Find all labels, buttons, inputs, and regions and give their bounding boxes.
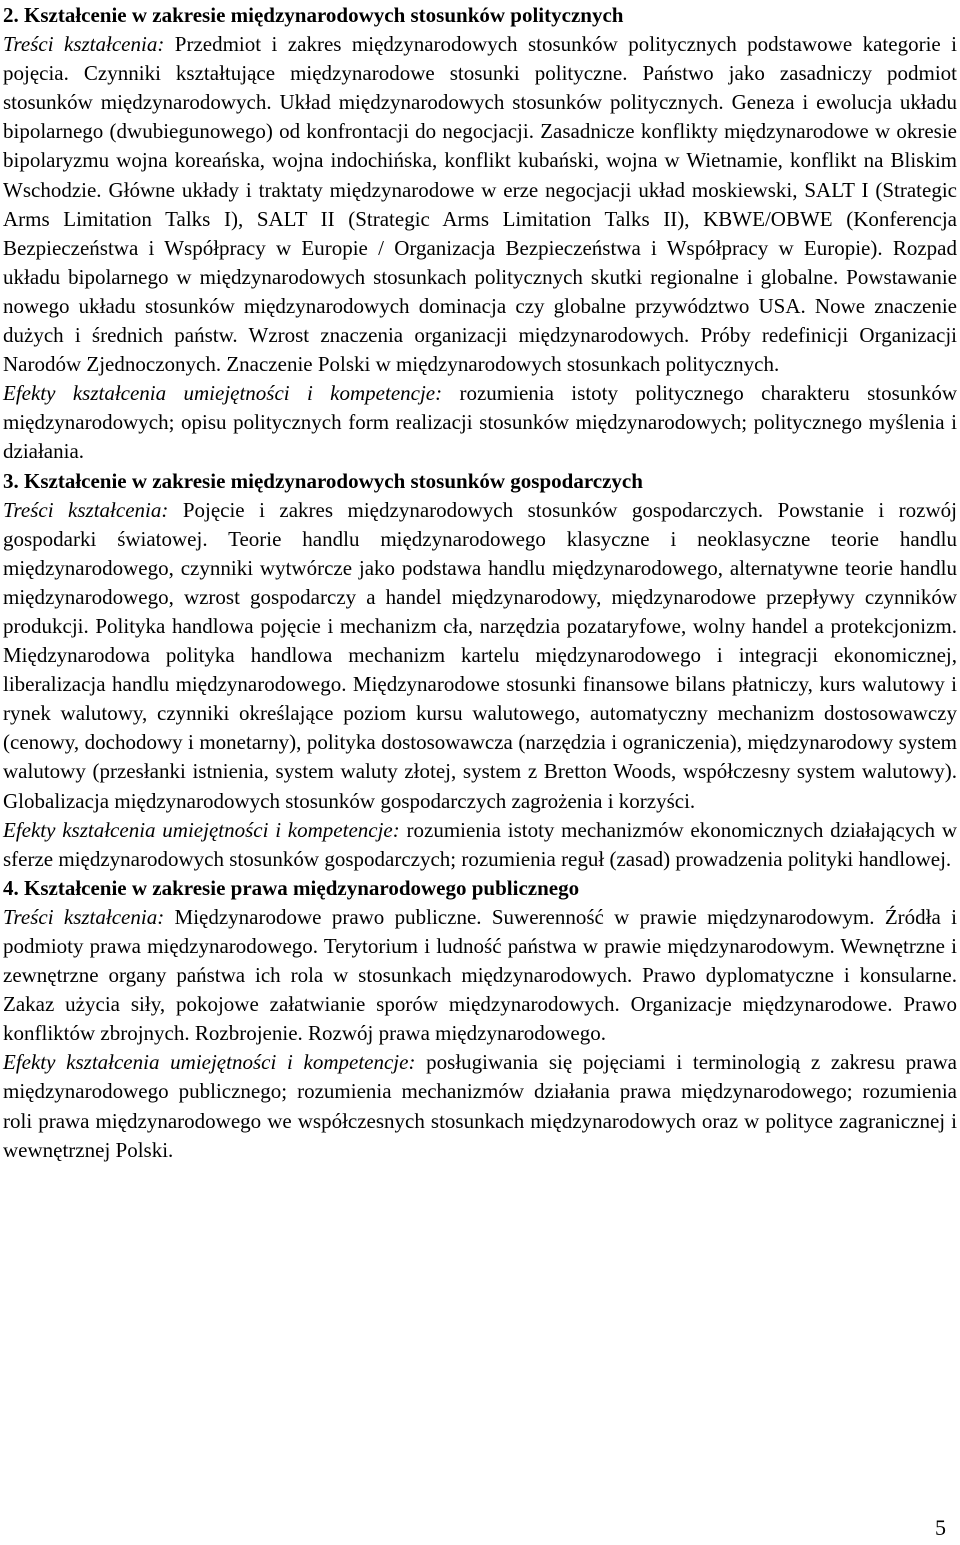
section-effects-paragraph — [3, 816, 957, 874]
effects-label: Efekty kształcenia umiejętności i kompetencje: — [3, 381, 443, 406]
content-text: Międzynarodowe prawo publiczne. Suwerenność w prawie międzynarodowym. Źródła i podmioty prawa międzynarodowego. Terytorium i ludność państwa w prawie międzynarodowym. Wewnętrzne i zewnętrzne organy państwa ich rola w stosunkach międzynarodowych. Prawo dyplomatyczne i konsularne. Zakaz użycia siły, pokojowe załatwianie sporów międzynarodowych. Organizacje międzynarodowe. Prawo konfliktów zbrojnych. Rozbrojenie. Rozwój prawa międzynarodowego. — [3, 904, 957, 1046]
section-content-paragraph — [3, 903, 957, 1048]
content-label: Treści kształcenia: — [3, 497, 169, 522]
content-text: Pojęcie i zakres międzynarodowych stosunków gospodarczych. Powstanie i rozwój gospodarki światowej. Teorie handlu międzynarodowego klasyczne i neoklasyczne teorie handlu międzynarodowego, czynniki wytwórcze jako podstawa handlu międzynarodowego, alternatywne teorie handlu międzynarodowego, wzrost gospodarczy a handel międzynarodowy, międzynarodowe przepływy czynników produkcji. Polityka handlowa pojęcie i mechanizm cła, narzędzia pozataryfowe, wolny handel a protekcjonizm. Międzynarodowa polityka handlowa mechanizm kartelu międzynarodowego i integracji ekonomicznej, liberalizacja handlu międzynarodowego. Międzynarodowe stosunki finansowe bilans płatniczy, kurs walutowy i rynek walutowy, czynniki określające poziom kursu walutowego, automatyczny mechanizm dostosowawczy (cenowy, dochodowy i monetarny), polityka dostosowawcza (narzędzia i ograniczenia), międzynarodowy system walutowy (przesłanki istnienia, system waluty złotej, system z Bretton Woods, współczesny system walutowy). Globalizacja międzynarodowych stosunków gospodarczych zagrożenia i korzyści. — [3, 497, 957, 813]
effects-text: rozumienia istoty mechanizmów ekonomicznych działających w sferze międzynarodowych stosunków gospodarczych; rozumienia reguł (zasad) prowadzenia polityki handlowej. — [3, 817, 957, 871]
effects-label: Efekty kształcenia umiejętności i kompetencje: — [3, 1050, 416, 1075]
section-political-relations — [3, 1, 957, 467]
page-number: 5 — [935, 1515, 946, 1540]
section-international-law — [3, 874, 957, 1165]
effects-text: rozumienia istoty politycznego charakteru stosunków międzynarodowych; opisu politycznych form realizacji stosunków międzynarodowych; politycznego myślenia i działania. — [3, 381, 957, 464]
section-effects-paragraph — [3, 379, 957, 466]
document-body — [3, 1, 957, 1165]
section-heading: 2. Kształcenie w zakresie międzynarodowych stosunków politycznych — [3, 3, 624, 27]
section-heading: 4. Kształcenie w zakresie prawa międzynarodowego publicznego — [3, 875, 580, 900]
content-label: Treści kształcenia: — [3, 904, 165, 929]
section-content-paragraph — [3, 496, 957, 816]
content-text: Przedmiot i zakres międzynarodowych stosunków politycznych podstawowe kategorie i pojęcia. Czynniki kształtujące międzynarodowe stosunki polityczne. Państwo jako zasadniczy podmiot stosunków międzynarodowych. Układ międzynarodowych stosunków politycznych. Geneza i ewolucja układu bipolarnego (dwubiegunowego) od konfrontacji do negocjacji. Zasadnicze konflikty międzynarodowe w okresie bipolaryzmu wojna koreańska, wojna indochińska, konflikt kubański, wojna w Wietnamie, konflikt na Bliskim Wschodzie. Główne układy i traktaty międzynarodowe w erze negocjacji układ moskiewski, SALT I (Strategic Arms Limitation Talks I), SALT II (Strategic Arms Limitation Talks II), KBWE/OBWE (Konferencja Bezpieczeństwa i Współpracy w Europie / Organizacja Bezpieczeństwa i Współpracy w Europie). Rozpad układu bipolarnego w międzynarodowych stosunkach politycznych skutki regionalne i globalne. Powstawanie nowego układu stosunków międzynarodowych dominacja czy globalne przywództwo USA. Nowe znaczenie dużych i średnich państw. Wzrost znaczenia organizacji międzynarodowych. Próby redefinicji Organizacji Narodów Zjednoczonych. Znaczenie Polski w międzynarodowych stosunkach politycznych. — [3, 32, 958, 377]
section-economic-relations — [3, 467, 957, 874]
section-content-paragraph — [3, 30, 957, 379]
effects-label: Efekty kształcenia umiejętności i kompetencje: — [3, 817, 400, 842]
section-effects-paragraph — [3, 1048, 957, 1164]
effects-text: posługiwania się pojęciami i terminologią z zakresu prawa międzynarodowego publicznego; rozumienia mechanizmów działania prawa międzynarodowego; rozumienia roli prawa międzynarodowego we współczesnych stosunkach międzynarodowych oraz w polityce zagranicznej i wewnętrznej Polski. — [3, 1050, 957, 1162]
content-label: Treści kształcenia: — [3, 32, 165, 57]
section-heading: 3. Kształcenie w zakresie międzynarodowych stosunków gospodarczych — [3, 468, 643, 493]
